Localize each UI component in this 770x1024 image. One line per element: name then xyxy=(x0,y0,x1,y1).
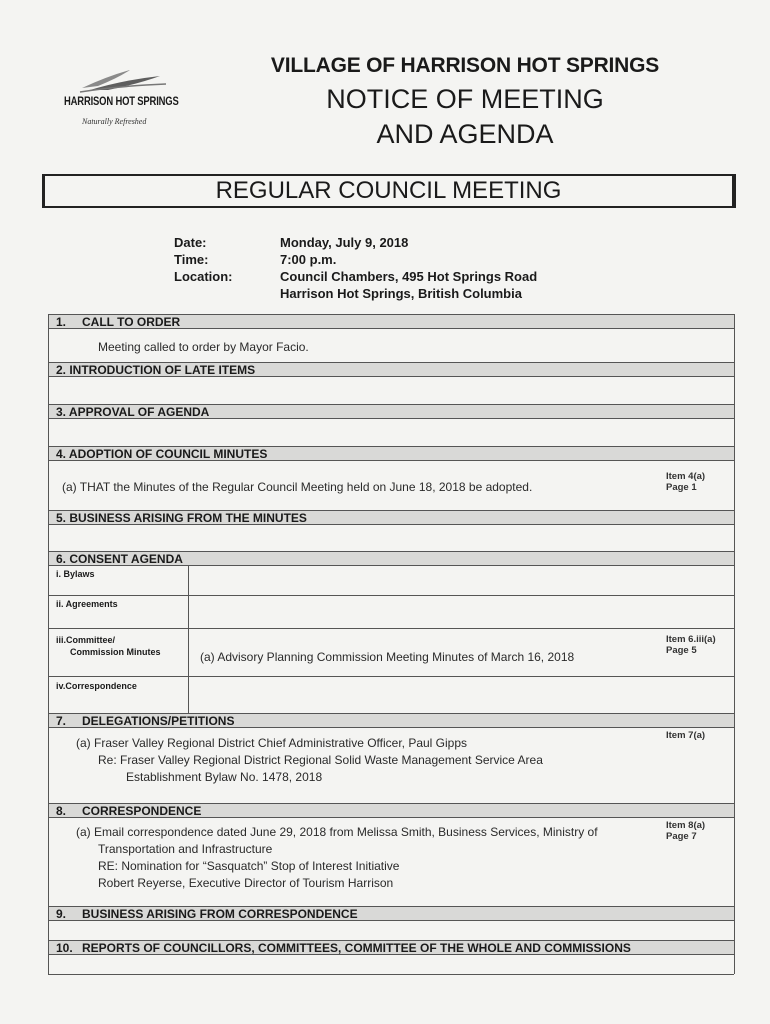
section-business-arising-correspondence: 9. BUSINESS ARISING FROM CORRESPONDENCE xyxy=(56,907,358,921)
section-approval-of-agenda: 3. APPROVAL OF AGENDA xyxy=(56,405,210,419)
item-reference: Item 7(a) xyxy=(666,730,706,741)
minutes-motion-text: (a) THAT the Minutes of the Regular Council Meeting held on June 18, 2018 be adopted. xyxy=(62,480,533,494)
consent-agreements-label: ii. Agreements xyxy=(56,599,118,609)
agenda-table xyxy=(48,314,734,979)
notice-title-line1: NOTICE OF MEETING xyxy=(326,84,604,114)
time-label: Time: xyxy=(174,252,209,267)
section-consent-agenda: 6. CONSENT AGENDA xyxy=(56,552,183,566)
item-reference: Item 4(a) Page 1 xyxy=(666,471,706,493)
correspondence-item-line3: RE: Nomination for “Sasquatch” Stop of Interest Initiative xyxy=(98,859,400,873)
consent-committee-label: iii.Committee/ Commission Minutes xyxy=(56,635,161,657)
section-delegations: 7. DELEGATIONS/PETITIONS xyxy=(56,714,235,728)
logo-name: HARRISON HOT SPRINGS xyxy=(64,96,179,108)
section-business-arising-minutes: 5. BUSINESS ARISING FROM THE MINUTES xyxy=(56,511,307,525)
village-logo xyxy=(60,66,190,141)
delegation-item-line1: (a) Fraser Valley Regional District Chief Administrative Officer, Paul Gipps xyxy=(76,736,468,750)
location-label: Location: xyxy=(174,269,233,284)
date-label: Date: xyxy=(174,235,207,250)
consent-bylaws-label: i. Bylaws xyxy=(56,569,95,579)
location-line2: Harrison Hot Springs, British Columbia xyxy=(280,286,522,301)
section-reports: 10. REPORTS OF COUNCILLORS, COMMITTEES, COMMITTEE OF THE WHOLE AND COMMISSIONS xyxy=(56,941,631,955)
notice-title-line2: AND AGENDA xyxy=(376,119,554,149)
consent-committee-item: (a) Advisory Planning Commission Meeting Minutes of March 16, 2018 xyxy=(200,650,575,664)
consent-correspondence-label: iv.Correspondence xyxy=(56,681,137,691)
time-value: 7:00 p.m. xyxy=(280,252,337,267)
organization-title: VILLAGE OF HARRISON HOT SPRINGS xyxy=(270,54,660,77)
call-to-order-text: Meeting called to order by Mayor Facio. xyxy=(98,340,309,354)
date-value: Monday, July 9, 2018 xyxy=(280,235,409,250)
meeting-type-banner: REGULAR COUNCIL MEETING xyxy=(42,174,736,208)
mountain-logo-icon xyxy=(78,66,168,94)
section-adoption-of-minutes: 4. ADOPTION OF COUNCIL MINUTES xyxy=(56,447,268,461)
delegation-item-line2: Re: Fraser Valley Regional District Regional Solid Waste Management Service Area xyxy=(98,753,543,767)
correspondence-item-line1: (a) Email correspondence dated June 29, 2018 from Melissa Smith, Business Services, Ministry of xyxy=(76,825,598,839)
correspondence-item-line4: Robert Reyerse, Executive Director of Tourism Harrison xyxy=(98,876,394,890)
section-call-to-order: 1. CALL TO ORDER xyxy=(56,315,181,329)
correspondence-item-line2: Transportation and Infrastructure xyxy=(98,842,273,856)
delegation-item-line3: Establishment Bylaw No. 1478, 2018 xyxy=(126,770,323,784)
item-reference: Item 6.iii(a) Page 5 xyxy=(666,634,716,656)
section-late-items: 2. INTRODUCTION OF LATE ITEMS xyxy=(56,363,256,377)
logo-tagline: Naturally Refreshed xyxy=(82,117,147,126)
section-correspondence: 8. CORRESPONDENCE xyxy=(56,804,202,818)
location-line1: Council Chambers, 495 Hot Springs Road xyxy=(280,269,538,284)
item-reference: Item 8(a) Page 7 xyxy=(666,820,706,842)
